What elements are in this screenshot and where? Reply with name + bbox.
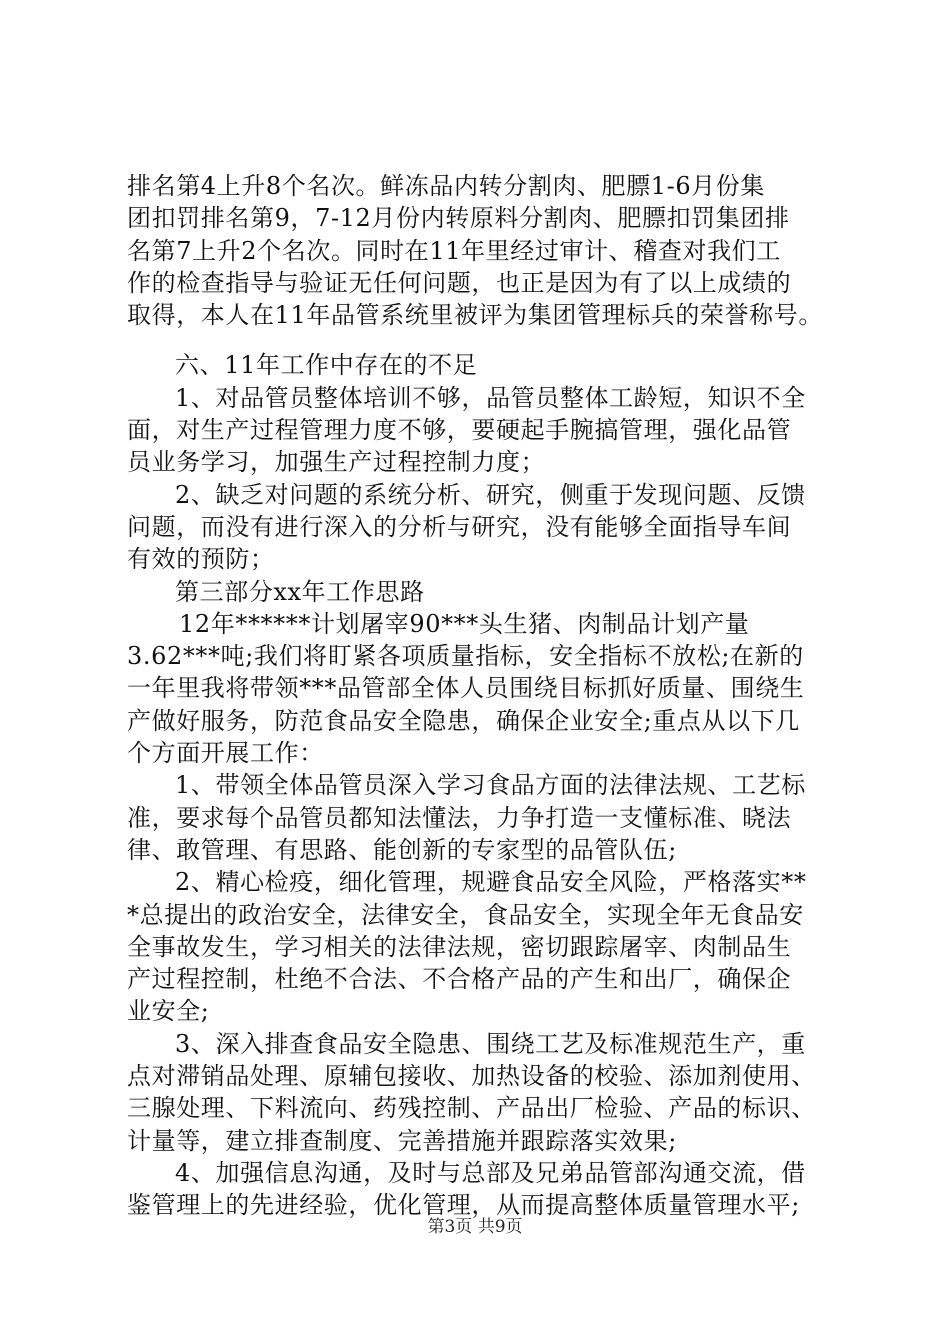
document-body: [127, 170, 843, 1222]
text-line: 4、加强信息沟通，及时与总部及兄弟品管部沟通交流，借: [175, 1158, 806, 1187]
text-line: 问题，而没有进行深入的分析与研究，没有能够全面指导车间: [127, 512, 792, 541]
text-line: 产做好服务，防范食品安全隐患，确保企业安全;重点从以下几: [127, 706, 800, 735]
text-line: 12年******计划屠宰90***头生猪、肉制品计划产量: [179, 609, 750, 638]
paragraph-gap: [127, 331, 843, 349]
text-line: 律、敢管理、有思路、能创新的专家型的品管队伍;: [127, 835, 677, 864]
text-line: 名第7上升2个名次。同时在11年里经过审计、稽查对我们工: [127, 236, 781, 265]
text-line: 一年里我将带领***品管部全体人员围绕目标抓好质量、围绕生: [127, 674, 805, 703]
text-line: 全事故发生，学习相关的法律法规，密切跟踪屠宰、肉制品生: [127, 932, 792, 961]
text-line: 业安全;: [127, 997, 210, 1026]
page-number-footer: 第3页 共9页: [427, 1217, 523, 1237]
text-line: 个方面开展工作：: [127, 739, 324, 768]
text-line: 取得，本人在11年品管系统里被评为集团管理标兵的荣誉称号。: [127, 301, 823, 330]
text-line: 2、精心检疫，细化管理，规避食品安全风险，严格落实**: [175, 868, 807, 897]
text-line: 员业务学习，加强生产过程控制力度；: [127, 448, 546, 477]
text-line: 面，对生产过程管理力度不够，要硬起手腕搞管理，强化品管: [127, 416, 792, 445]
text-line: 作的检查指导与验证无任何问题，也正是因为有了以上成绩的: [127, 268, 792, 297]
text-line: 排名第4上升8个名次。鲜冻品内转分割肉、肥膘1-6月份集: [127, 172, 765, 200]
text-line: 3、深入排查食品安全隐患、围绕工艺及标准规范生产，重: [175, 1029, 806, 1058]
text-line: 2、缺乏对问题的系统分析、研究，侧重于发现问题、反馈: [175, 480, 806, 509]
text-line: 三腺处理、下料流向、药残控制、产品出厂检验、产品的标识、: [127, 1094, 816, 1123]
text-line: 3.62***吨;我们将盯紧各项质量指标，安全指标不放松;在新的: [127, 642, 804, 671]
section-heading: 第三部分xx年工作思路: [175, 577, 425, 606]
text-line: 1、带领全体品管员深入学习食品方面的法律法规、工艺标: [175, 771, 806, 800]
text-line: 1、对品管员整体培训不够，品管员整体工龄短，知识不全: [175, 383, 806, 412]
text-line: 准，要求每个品管员都知法懂法，力争打造一支懂标准、晓法: [127, 803, 792, 832]
text-line: 有效的预防；: [127, 545, 275, 574]
section-heading: 六、11年工作中存在的不足: [175, 351, 478, 380]
text-line: *总提出的政治安全，法律安全，食品安全，实现全年无食品安: [127, 900, 804, 929]
text-line: 鉴管理上的先进经验，优化管理，从而提高整体质量管理水平;: [127, 1191, 800, 1220]
text-line: 计量等，建立排查制度、完善措施并跟踪落实效果;: [127, 1126, 677, 1155]
text-line: 团扣罚排名第9，7-12月份内转原料分割肉、肥膘扣罚集团排: [127, 204, 790, 233]
text-line: 产过程控制，杜绝不合法、不合格产品的产生和出厂，确保企: [127, 965, 792, 994]
text-line: 点对滞销品处理、原辅包接收、加热设备的校验、添加剂使用、: [127, 1062, 816, 1091]
